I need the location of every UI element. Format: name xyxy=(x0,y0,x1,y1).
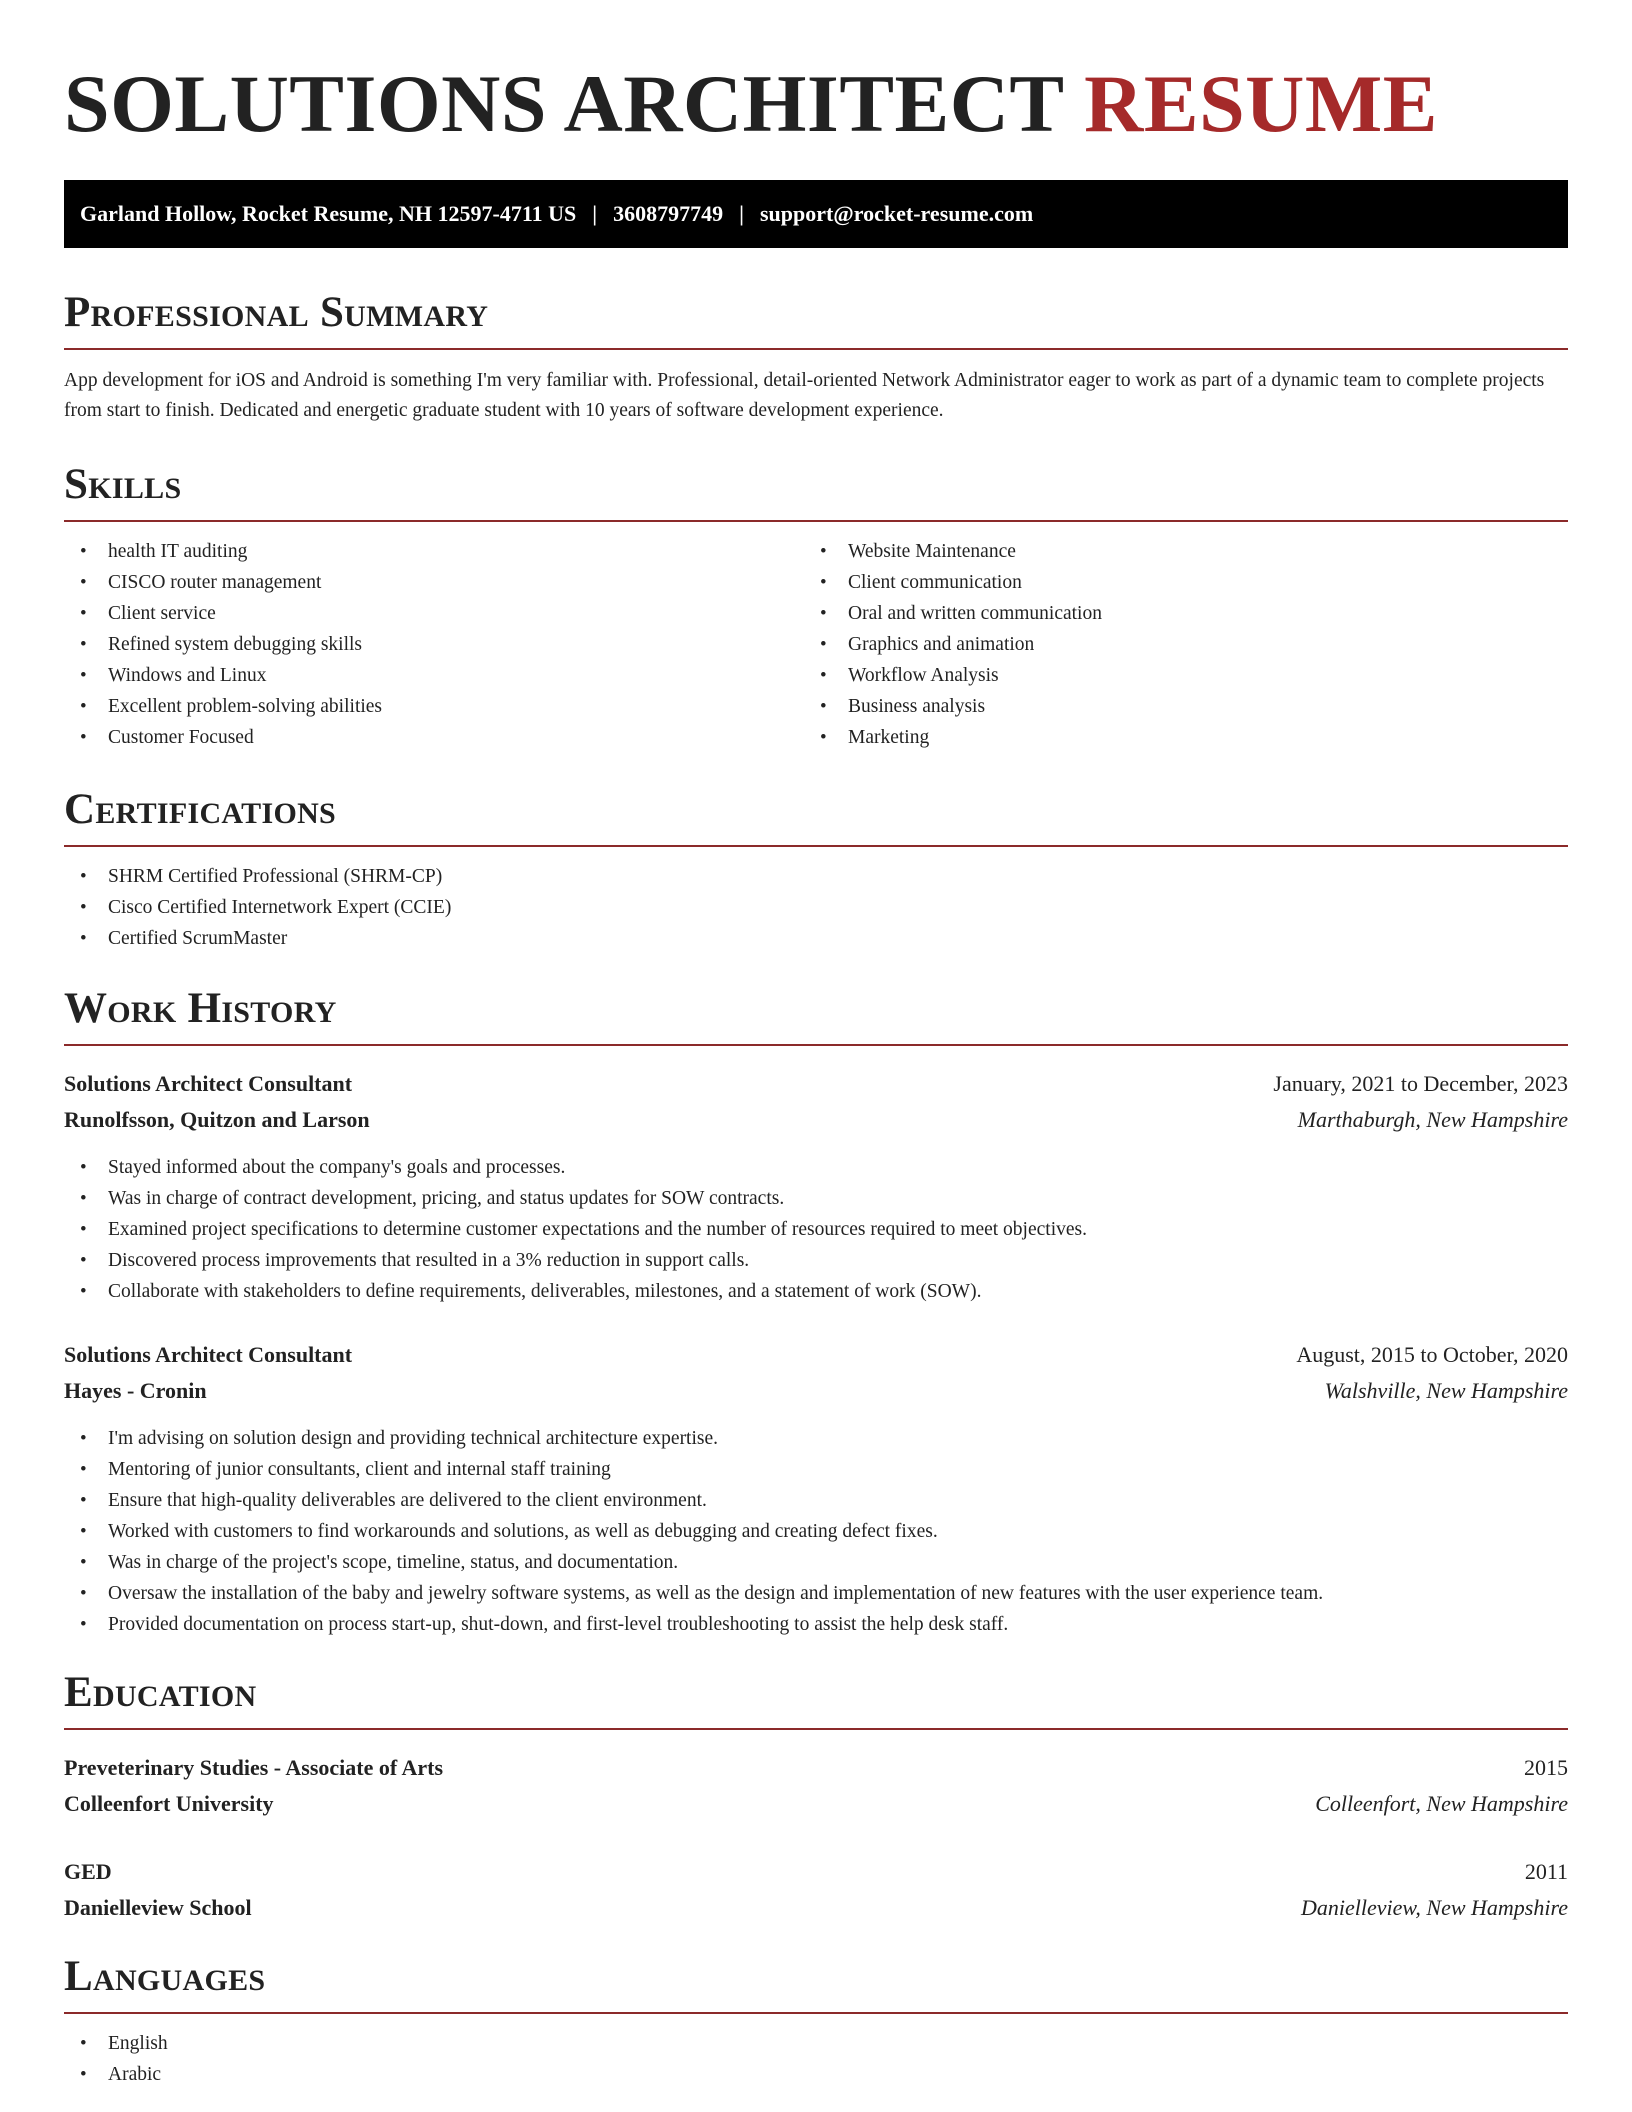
job-duties-list xyxy=(64,1152,1568,1307)
job-dates: August, 2015 to October, 2020 xyxy=(1296,1342,1568,1367)
skill-item: • Website Maintenance xyxy=(804,536,1564,567)
job-header-row xyxy=(64,1066,1568,1102)
section-heading-summary: Professional Summary xyxy=(64,288,1568,350)
certification-item: • SHRM Certified Professional (SHRM-CP) xyxy=(64,861,1568,892)
skill-item: • Client communication xyxy=(804,567,1564,598)
work-history-section xyxy=(64,984,1568,1640)
job-duty: • Collaborate with stakeholders to define requirements, deliverables, milestones, and a statement of work (SOW). xyxy=(64,1276,1568,1307)
job-company: Runolfsson, Quitzon and Larson xyxy=(64,1107,370,1132)
education-year: 2011 xyxy=(1524,1859,1568,1884)
job-duty: • Provided documentation on process start-up, shut-down, and first-level troubleshooting to assist the help desk staff. xyxy=(64,1609,1568,1640)
section-heading-languages: Languages xyxy=(64,1952,1568,2014)
skill-item: • Windows and Linux xyxy=(64,660,804,691)
job-duty: • Stayed informed about the company's goals and processes. xyxy=(64,1152,1568,1183)
job-duty: • Oversaw the installation of the baby and jewelry software systems, as well as the design and implementation of new features with the user experience team. xyxy=(64,1578,1568,1609)
education-entry xyxy=(64,1750,1568,1822)
section-heading-work-history: Work History xyxy=(64,984,1568,1046)
summary-text: App development for iOS and Android is something I'm very familiar with. Professional, detail-oriented Network Administrator eager to work as part of a dynamic team to complete projects from start to finish. Dedicated and energetic graduate student with 10 years of software development experience. xyxy=(64,370,1545,421)
education-year: 2015 xyxy=(1524,1755,1568,1780)
job-location: Marthaburgh, New Hampshire xyxy=(1297,1107,1568,1132)
job-duties-list xyxy=(64,1423,1568,1640)
skill-item: • Customer Focused xyxy=(64,722,804,753)
title-accent: RESUME xyxy=(1084,58,1438,149)
job-duty: • Ensure that high-quality deliverables are delivered to the client environment. xyxy=(64,1485,1568,1516)
education-entry xyxy=(64,1854,1568,1926)
education-school: Danielleview School xyxy=(64,1895,252,1920)
job-company-row xyxy=(64,1102,1568,1138)
skill-item: • Refined system debugging skills xyxy=(64,629,804,660)
education-degree: Preveterinary Studies - Associate of Arts xyxy=(64,1755,444,1780)
skill-item: • Excellent problem-solving abilities xyxy=(64,691,804,722)
certifications-section xyxy=(64,785,1568,954)
section-heading-certifications: Certifications xyxy=(64,785,1568,847)
certifications-list xyxy=(64,861,1568,954)
job-duty: • Was in charge of contract development, pricing, and status updates for SOW contracts. xyxy=(64,1183,1568,1214)
skills-list-left xyxy=(64,536,804,753)
contact-separator: | xyxy=(592,201,598,226)
job-entry xyxy=(64,1066,1568,1307)
job-entry xyxy=(64,1337,1568,1640)
job-duty: • Was in charge of the project's scope, timeline, status, and documentation. xyxy=(64,1547,1568,1578)
contact-address: Garland Hollow, Rocket Resume, NH 12597-4711 US xyxy=(80,201,577,226)
contact-bar xyxy=(64,180,1568,248)
job-duty: • Mentoring of junior consultants, client and internal staff training xyxy=(64,1454,1568,1485)
language-item: • Arabic xyxy=(64,2059,1568,2090)
education-school-row xyxy=(64,1890,1568,1926)
job-duty: • Worked with customers to find workarounds and solutions, as well as debugging and creating defect fixes. xyxy=(64,1516,1568,1547)
section-heading-skills: Skills xyxy=(64,460,1568,522)
education-location: Danielleview, New Hampshire xyxy=(1300,1895,1568,1920)
job-duty: • Examined project specifications to determine customer expectations and the number of resources required to meet objectives. xyxy=(64,1214,1568,1245)
resume-title xyxy=(64,58,1568,150)
job-title: Solutions Architect Consultant xyxy=(64,1071,353,1096)
skills-section xyxy=(64,460,1568,753)
job-company: Hayes - Cronin xyxy=(64,1378,207,1403)
skill-item: • Oral and written communication xyxy=(804,598,1564,629)
education-degree-row xyxy=(64,1750,1568,1786)
job-title: Solutions Architect Consultant xyxy=(64,1342,353,1367)
languages-list xyxy=(64,2028,1568,2090)
certification-item: • Cisco Certified Internetwork Expert (CCIE) xyxy=(64,892,1568,923)
contact-email[interactable]: support@rocket-resume.com xyxy=(759,201,1034,226)
job-duty: • Discovered process improvements that resulted in a 3% reduction in support calls. xyxy=(64,1245,1568,1276)
certification-item: • Certified ScrumMaster xyxy=(64,923,1568,954)
skill-item: • Client service xyxy=(64,598,804,629)
skill-item: • Marketing xyxy=(804,722,1564,753)
job-header-row xyxy=(64,1337,1568,1373)
job-company-row xyxy=(64,1373,1568,1409)
summary-section xyxy=(64,288,1568,426)
education-degree: GED xyxy=(64,1859,112,1884)
skill-item: • health IT auditing xyxy=(64,536,804,567)
education-section xyxy=(64,1668,1568,1926)
language-item: • English xyxy=(64,2028,1568,2059)
education-school-row xyxy=(64,1786,1568,1822)
section-heading-education: Education xyxy=(64,1668,1568,1730)
skill-item: • CISCO router management xyxy=(64,567,804,598)
skill-item: • Workflow Analysis xyxy=(804,660,1564,691)
title-main: SOLUTIONS ARCHITECT xyxy=(64,58,1064,149)
contact-separator: | xyxy=(739,201,744,226)
education-degree-row xyxy=(64,1854,1568,1890)
skill-item: • Graphics and animation xyxy=(804,629,1564,660)
languages-section xyxy=(64,1952,1568,2090)
skills-list-right xyxy=(804,536,1564,753)
job-dates: January, 2021 to December, 2023 xyxy=(1273,1071,1568,1096)
education-school: Colleenfort University xyxy=(64,1791,274,1816)
skills-columns xyxy=(64,522,1568,753)
job-location: Walshville, New Hampshire xyxy=(1324,1378,1568,1403)
skill-item: • Business analysis xyxy=(804,691,1564,722)
job-duty: • I'm advising on solution design and providing technical architecture expertise. xyxy=(64,1423,1568,1454)
education-location: Colleenfort, New Hampshire xyxy=(1315,1791,1568,1816)
contact-phone: 3608797749 xyxy=(613,201,724,226)
